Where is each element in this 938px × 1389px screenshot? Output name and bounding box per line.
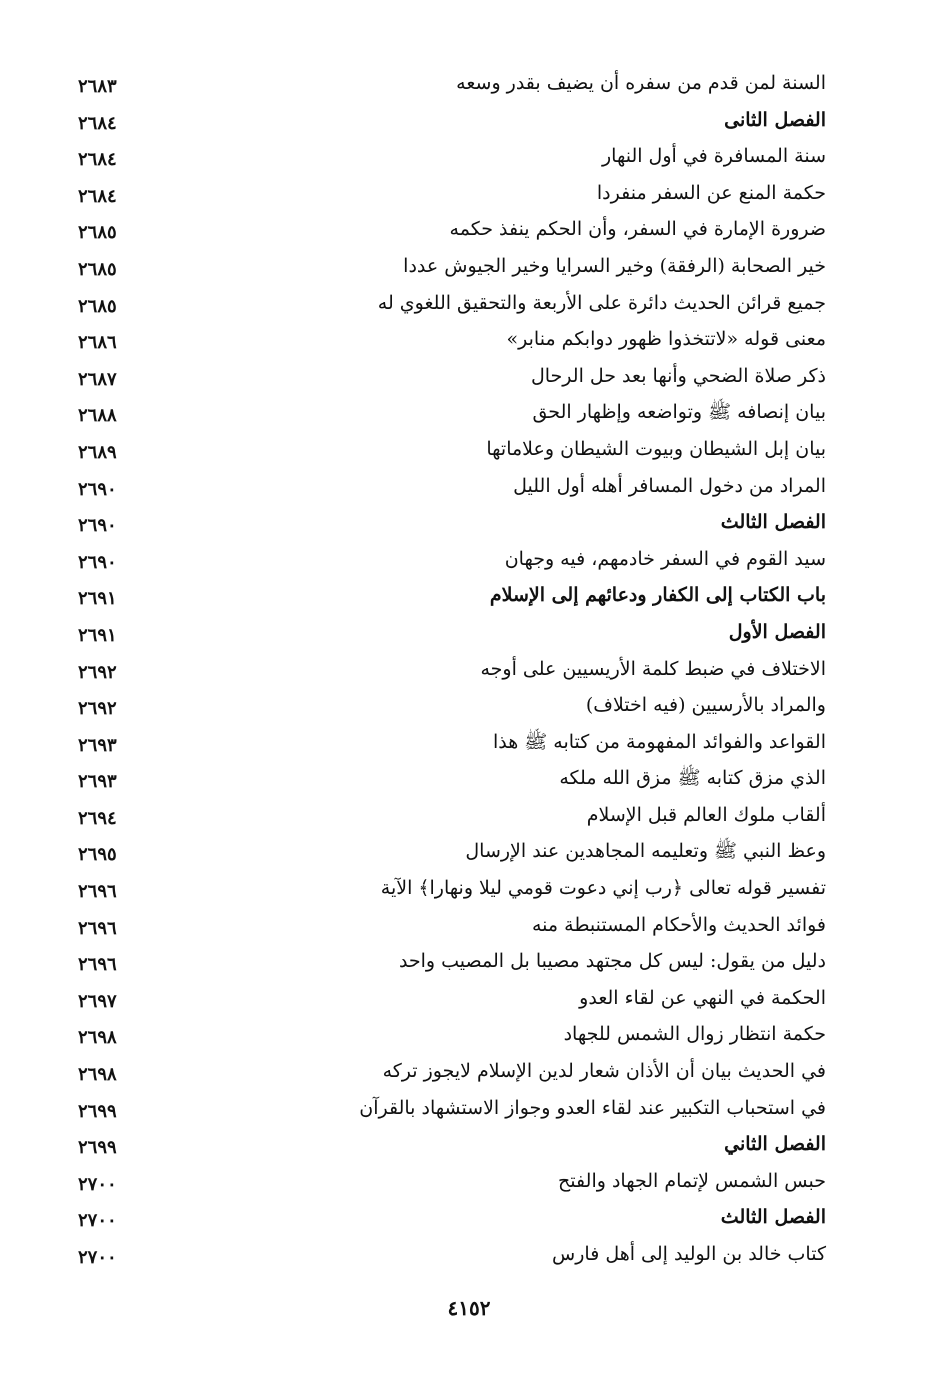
table-of-contents [0, 66, 938, 1274]
toc-section-heading [0, 103, 938, 140]
toc-section-heading [0, 1200, 938, 1237]
toc-entry [0, 871, 938, 908]
entry-title: حكمة انتظار زوال الشمس للجهاد [563, 1023, 826, 1046]
toc-entry [0, 469, 938, 506]
toc-section-heading [0, 1127, 938, 1164]
entry-page-number: ٢٦٩٦ [78, 881, 117, 903]
entry-page-number: ٢٦٩١ [78, 624, 117, 646]
entry-title: الفصل الثالث [720, 1206, 826, 1229]
entry-title: الفصل الثاني [724, 1133, 826, 1156]
entry-page-number: ٢٦٩٢ [78, 661, 117, 683]
toc-entry [0, 432, 938, 469]
toc-entry [0, 798, 938, 835]
entry-title: السنة لمن قدم من سفره أن يضيف بقدر وسعه [456, 72, 826, 94]
entry-title: الفصل الثالث [720, 511, 826, 534]
entry-title: وعظ النبي ﷺ وتعليمه المجاهدين عند الإرسال [465, 840, 826, 863]
entry-title: معنى قوله «لاتتخذوا ظهور دوابكم منابر» [506, 328, 826, 351]
entry-page-number: ٢٦٨٥ [78, 222, 117, 244]
toc-entry [0, 1054, 938, 1091]
entry-title: خير الصحابة (الرفقة) وخير السرايا وخير الجيوش عددا [403, 254, 826, 277]
entry-page-number: ٢٦٩٦ [78, 954, 117, 976]
entry-title: الذي مزق كتابه ﷺ مزق الله ملكه [559, 767, 826, 790]
toc-entry [0, 761, 938, 798]
entry-page-number: ٢٦٩١ [78, 588, 117, 610]
entry-page-number: ٢٦٩٨ [78, 1027, 117, 1049]
entry-title: باب الكتاب إلى الكفار ودعائهم إلى الإسلام [489, 584, 826, 607]
entry-title: فوائد الحديث والأحكام المستنبطة منه [532, 913, 826, 936]
entry-title: سنة المسافرة في أول النهار [601, 145, 826, 168]
toc-section-heading [0, 505, 938, 542]
entry-page-number: ٢٦٩٥ [78, 844, 117, 866]
entry-page-number: ٢٦٨٤ [78, 112, 117, 134]
entry-title: الاختلاف في ضبط كلمة الأريسيين على أوجه [480, 657, 826, 680]
toc-entry [0, 359, 938, 396]
toc-entry [0, 139, 938, 176]
toc-entry [0, 212, 938, 249]
entry-page-number: ٢٦٩٢ [78, 698, 117, 720]
toc-entry [0, 908, 938, 945]
entry-page-number: ٢٦٩٧ [78, 990, 117, 1012]
entry-page-number: ٢٦٨٥ [78, 258, 117, 280]
toc-entry [0, 66, 938, 103]
entry-page-number: ٢٦٨٣ [78, 76, 117, 97]
toc-entry [0, 395, 938, 432]
toc-entry [0, 286, 938, 323]
entry-title: المراد من دخول المسافر أهله أول الليل [513, 474, 826, 497]
entry-page-number: ٢٦٨٥ [78, 295, 117, 317]
entry-title: جميع قرائن الحديث دائرة على الأربعة والتحقيق اللغوي له [377, 291, 826, 314]
entry-title: بيان إنصافه ﷺ وتواضعه وإظهار الحق [532, 401, 826, 424]
toc-entry [0, 176, 938, 213]
entry-title: ألقاب ملوك العالم قبل الإسلام [586, 803, 826, 826]
toc-section-heading [0, 615, 938, 652]
entry-page-number: ٢٦٩٩ [78, 1137, 117, 1159]
entry-page-number: ٢٦٩٠ [78, 515, 117, 537]
entry-title: الفصل الثانى [724, 108, 826, 131]
entry-page-number: ٢٧٠٠ [78, 1210, 117, 1232]
entry-title: ذكر صلاة الضحي وأنها بعد حل الرحال [530, 364, 826, 387]
entry-page-number: ٢٦٩٠ [78, 478, 117, 500]
toc-entry [0, 981, 938, 1018]
entry-title: دليل من يقول: ليس كل مجتهد مصيبا بل المصيب واحد [398, 950, 826, 973]
entry-title: القواعد والفوائد المفهومة من كتابه ﷺ هذا [492, 730, 826, 753]
entry-page-number: ٢٦٩٠ [78, 551, 117, 573]
entry-title: الحكمة في النهي عن لقاء العدو [579, 986, 826, 1009]
toc-entry [0, 1164, 938, 1201]
toc-entry [0, 725, 938, 762]
toc-entry [0, 834, 938, 871]
entry-page-number: ٢٧٠٠ [78, 1173, 117, 1195]
toc-entry [0, 1091, 938, 1128]
toc-entry [0, 249, 938, 286]
toc-entry [0, 1017, 938, 1054]
toc-entry [0, 542, 938, 579]
entry-page-number: ٢٦٨٤ [78, 149, 117, 171]
entry-title: كتاب خالد بن الوليد إلى أهل فارس [552, 1243, 826, 1265]
entry-title: في الحديث بيان أن الأذان شعار لدين الإسلام لايجوز تركه [382, 1060, 826, 1083]
page-number: ٤١٥٢ [447, 1296, 491, 1320]
entry-title: والمراد بالأرسيين (فيه اختلاف) [585, 694, 826, 717]
entry-page-number: ٢٦٨٤ [78, 185, 117, 207]
entry-title: حكمة المنع عن السفر منفردا [596, 181, 826, 204]
entry-title: في استحباب التكبير عند لقاء العدو وجواز الاستشهاد بالقرآن [359, 1096, 826, 1119]
entry-page-number: ٢٦٩٩ [78, 1100, 117, 1122]
entry-title: حبس الشمس لإتمام الجهاد والفتح [558, 1169, 826, 1192]
entry-page-number: ٢٦٨٧ [78, 368, 117, 390]
entry-title: بيان إبل الشيطان وبيوت الشيطان وعلاماتها [486, 437, 826, 460]
toc-entry [0, 944, 938, 981]
entry-page-number: ٢٦٩٤ [78, 807, 117, 829]
toc-entry [0, 688, 938, 725]
toc-entry [0, 652, 938, 689]
entry-page-number: ٢٧٠٠ [78, 1247, 117, 1268]
entry-title: سيد القوم في السفر خادمهم، فيه وجهان [504, 547, 826, 570]
entry-page-number: ٢٦٨٦ [78, 332, 117, 354]
entry-page-number: ٢٦٨٨ [78, 405, 117, 427]
entry-page-number: ٢٦٨٩ [78, 441, 117, 463]
toc-section-heading [0, 578, 938, 615]
entry-page-number: ٢٦٩٣ [78, 734, 117, 756]
entry-title: تفسير قوله تعالى ﴿رب إني دعوت قومي ليلا ونهارا﴾ الآية [380, 877, 826, 900]
entry-page-number: ٢٦٩٣ [78, 771, 117, 793]
toc-entry [0, 1237, 938, 1274]
entry-page-number: ٢٦٩٦ [78, 917, 117, 939]
entry-page-number: ٢٦٩٨ [78, 1064, 117, 1086]
entry-title: الفصل الأول [728, 620, 826, 643]
toc-entry [0, 322, 938, 359]
entry-title: ضرورة الإمارة في السفر، وأن الحكم ينفذ حكمه [449, 218, 826, 241]
